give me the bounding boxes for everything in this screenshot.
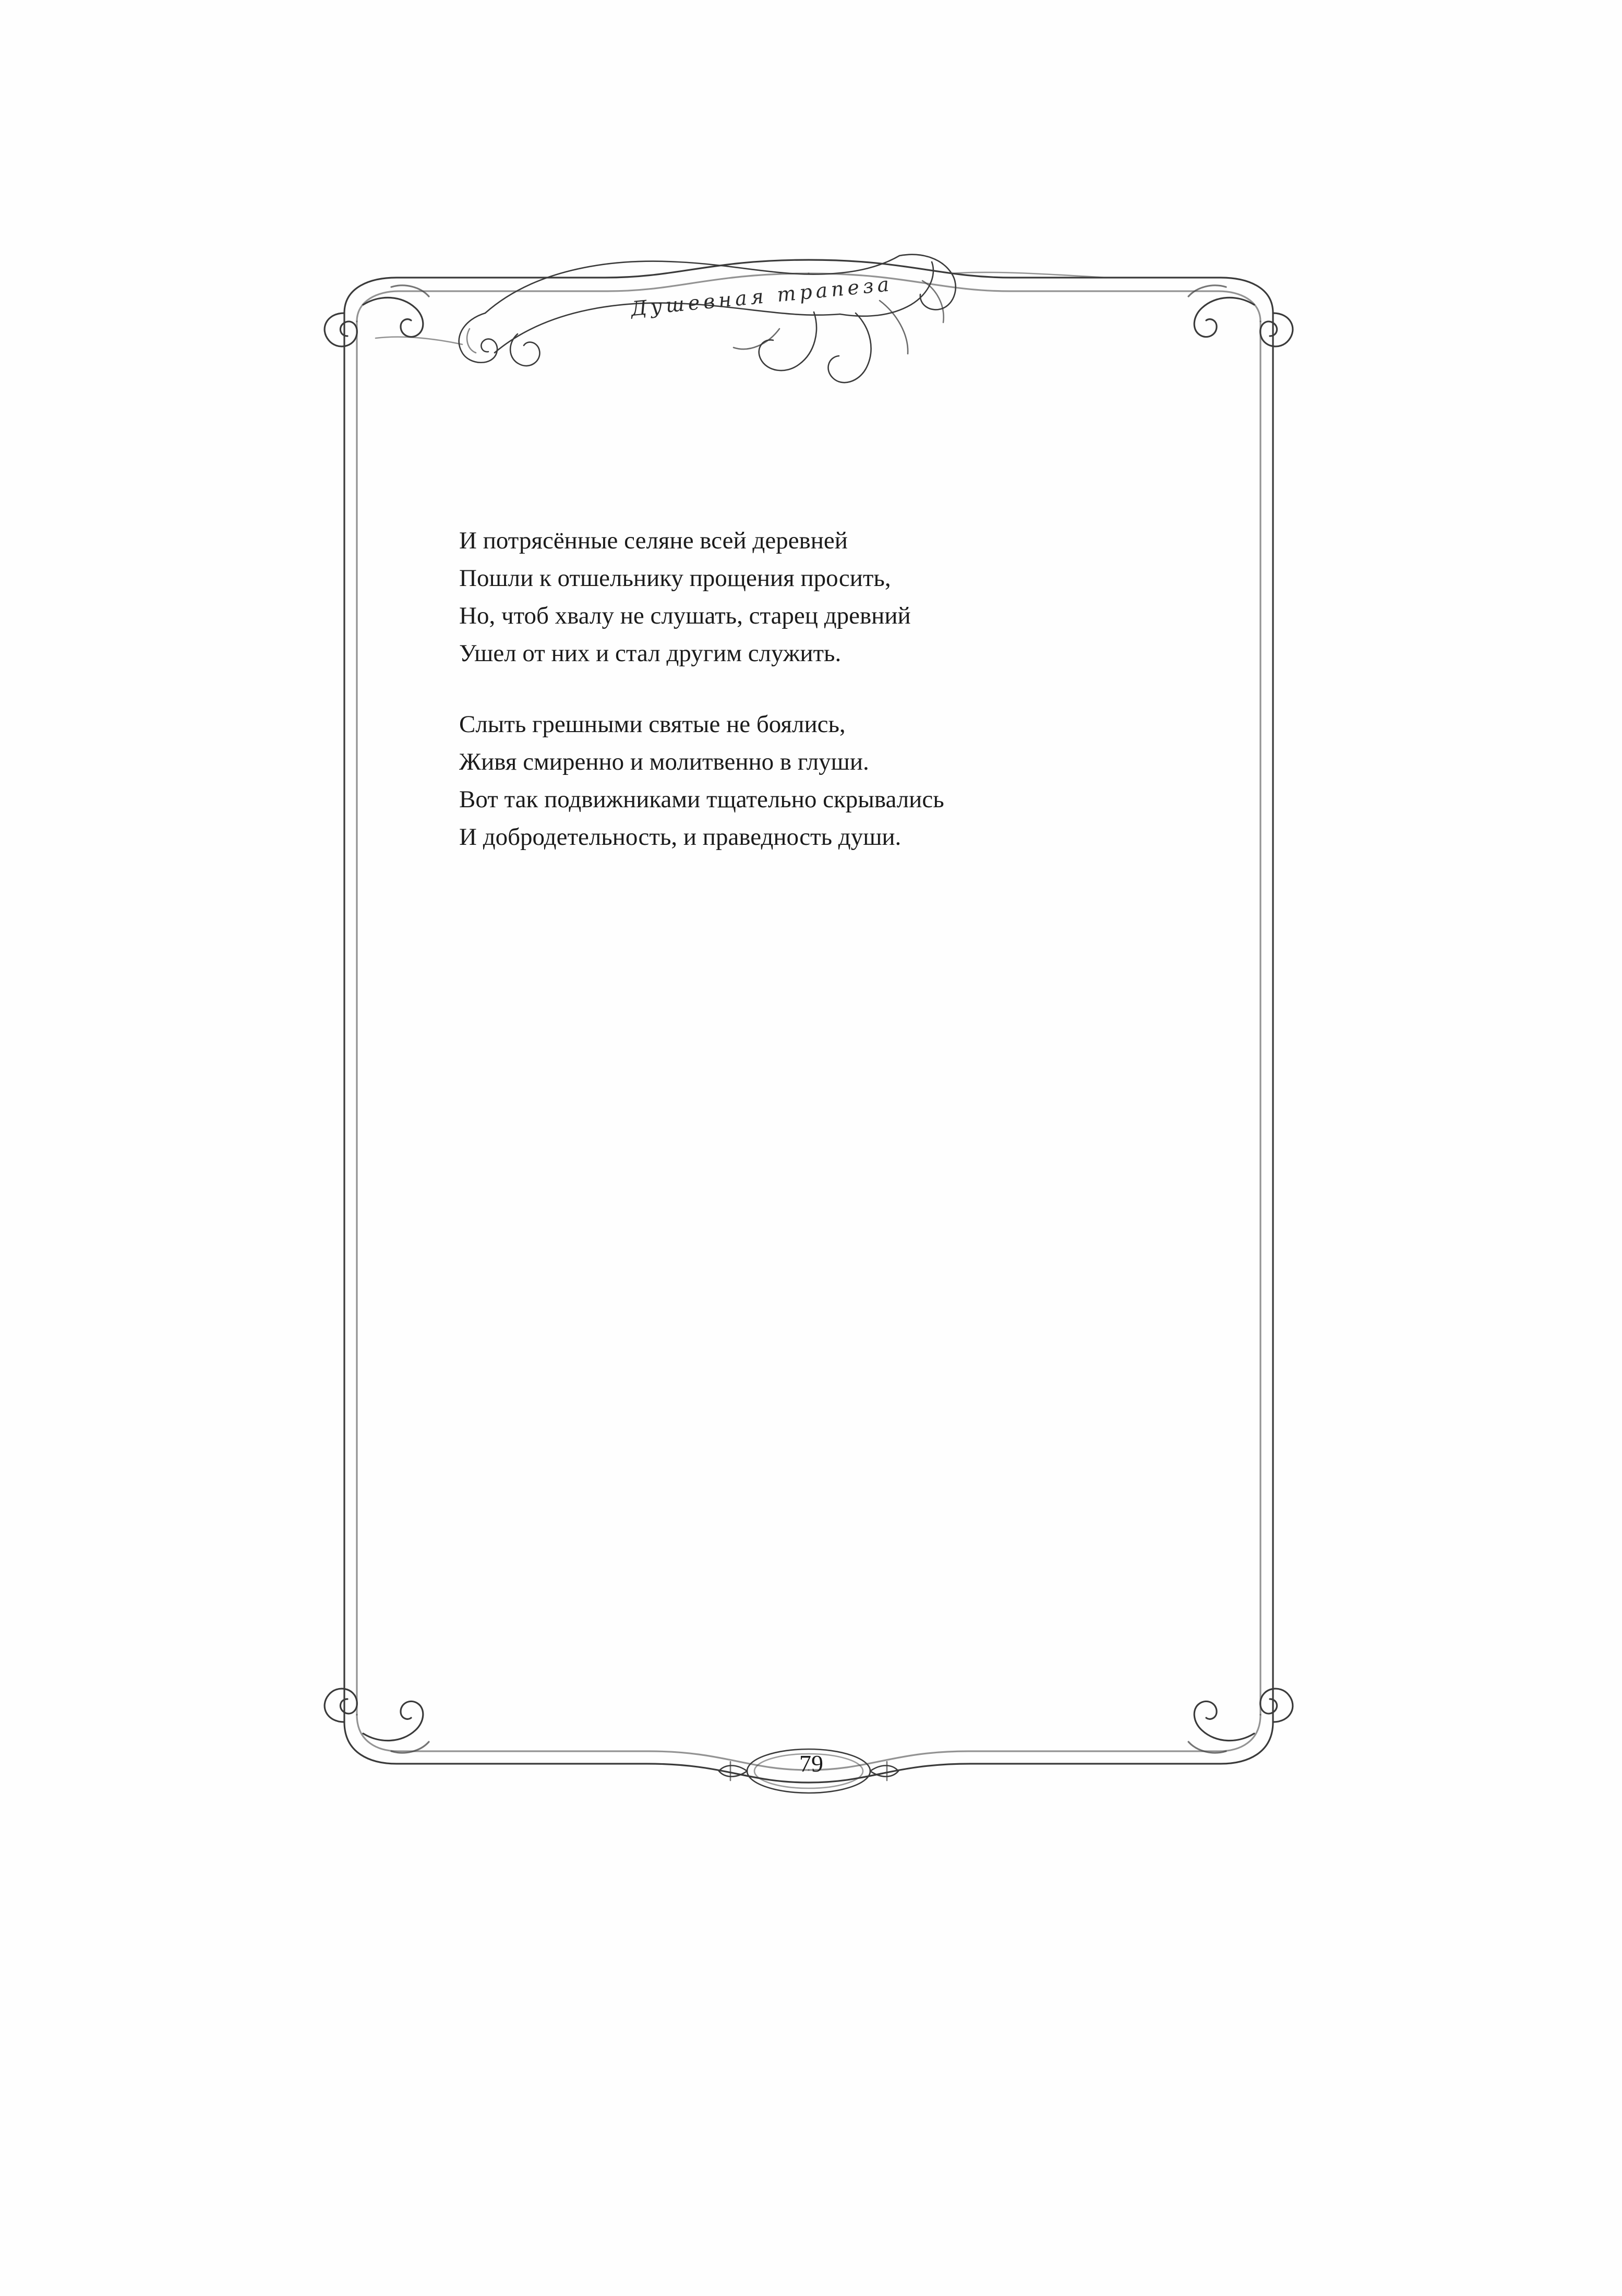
decorative-frame <box>313 250 1304 1805</box>
header-banner-title: Душевная трапеза <box>630 272 894 321</box>
stanza <box>459 522 1242 672</box>
scroll-flourish-icon-bottom-right <box>1188 1689 1293 1753</box>
verse-line: И потрясённые селяне всей деревней <box>459 527 848 554</box>
verse-line: Но, чтоб хвалу не слушать, старец древний <box>459 602 911 629</box>
verse-line: Слыть грешными святые не боялись, <box>459 711 846 738</box>
verse-line: И добродетельность, и праведность души. <box>459 823 902 851</box>
verse-line: Пошли к отшельнику прощения просить, <box>459 565 891 592</box>
frame-border-svg <box>313 250 1304 1805</box>
poem-body <box>459 522 1242 856</box>
stanza <box>459 705 1242 856</box>
page-number <box>736 1738 887 1790</box>
page-number-text: 79 <box>799 1750 823 1777</box>
verse-line: Ушел от них и стал другим служить. <box>459 640 842 667</box>
scroll-flourish-icon-bottom-left <box>325 1689 429 1753</box>
verse-line: Живя смиренно и молитвенно в глуши. <box>459 748 869 775</box>
ribbon-banner-ornament <box>376 255 1106 382</box>
verse-line: Вот так подвижниками тщательно скрывались <box>459 786 944 813</box>
